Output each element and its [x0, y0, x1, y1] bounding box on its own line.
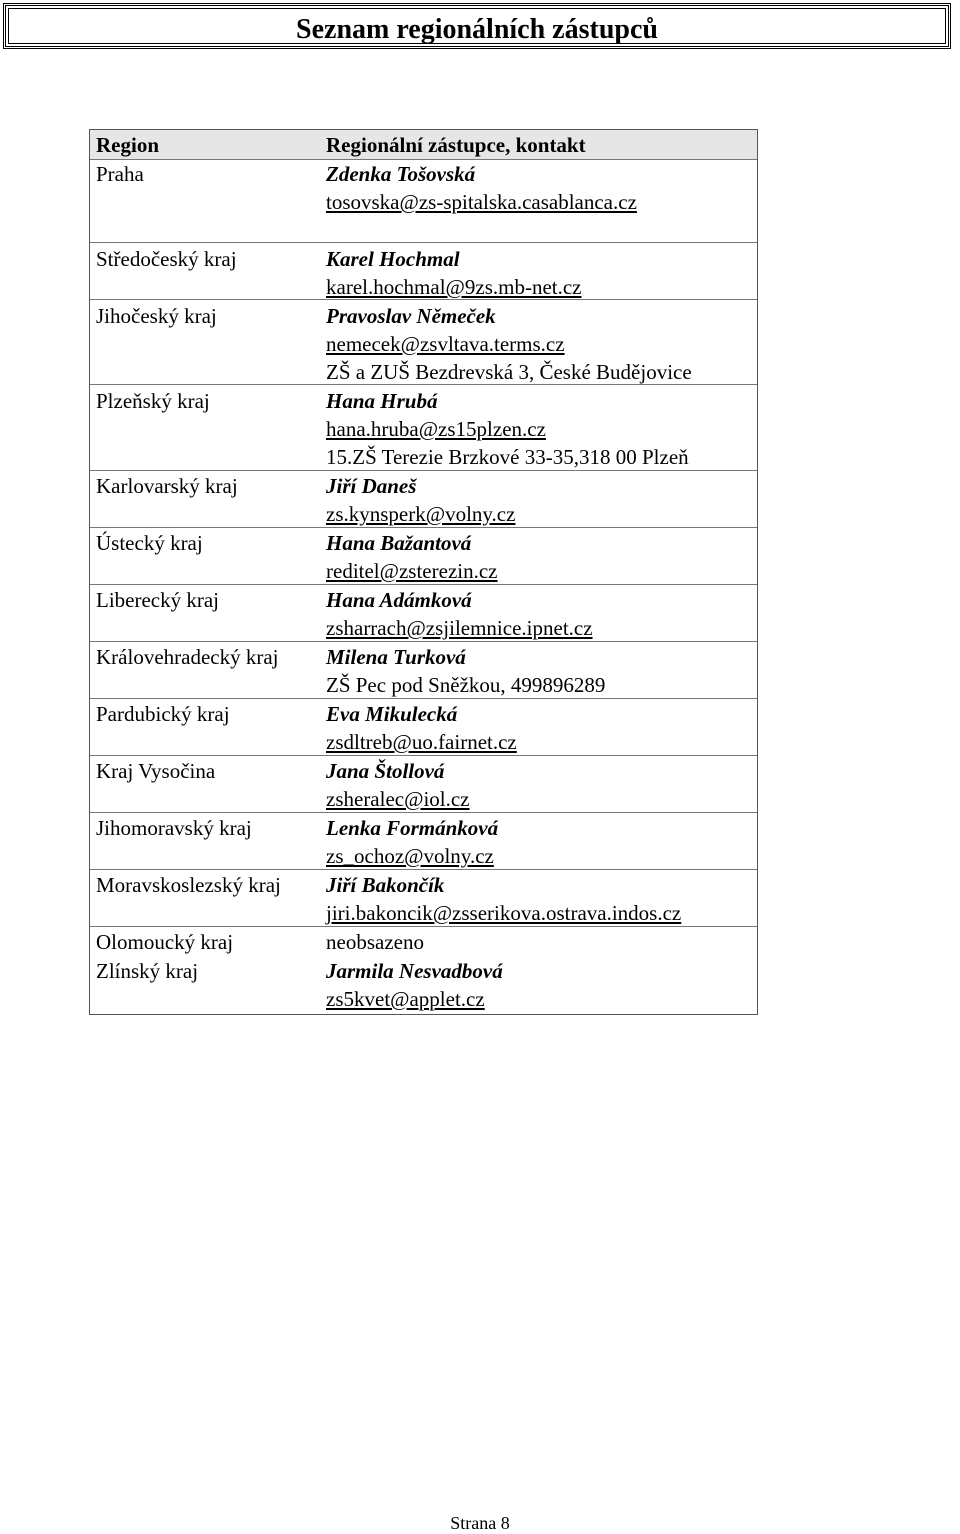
title-box: [3, 3, 951, 49]
region-label: Liberecký kraj: [96, 588, 220, 612]
representative-name: Jarmila Nesvadbová: [326, 959, 503, 983]
page-number: Strana 8: [450, 1513, 510, 1533]
header-region: Region: [96, 133, 159, 157]
representative-name: Jana Štollová: [326, 759, 445, 783]
address-text: ZŠ a ZUŠ Bezdrevská 3, České Budějovice: [326, 360, 692, 384]
region-label: Pardubický kraj: [96, 702, 230, 726]
representative-name: Pravoslav Němeček: [326, 304, 496, 328]
region-label: Karlovarský kraj: [96, 474, 238, 498]
representative-name: Lenka Formánková: [326, 816, 499, 840]
region-label: Jihomoravský kraj: [96, 816, 252, 840]
representative-name: neobsazeno: [326, 930, 424, 954]
page-title: Seznam regionálních zástupců: [296, 14, 658, 45]
representative-name: Eva Mikulecká: [326, 702, 458, 726]
representative-name: Karel Hochmal: [326, 247, 460, 271]
region-label: Ústecký kraj: [96, 531, 203, 555]
email-link[interactable]: reditel@zsterezin.cz: [326, 559, 498, 583]
region-label: Královehradecký kraj: [96, 645, 279, 669]
region-label: Plzeňský kraj: [96, 389, 210, 413]
address-text: ZŠ Pec pod Sněžkou, 499896289: [326, 673, 606, 697]
address-text: 15.ZŠ Terezie Brzkové 33-35,318 00 Plzeň: [326, 445, 689, 469]
region-label: Olomoucký kraj: [96, 930, 234, 954]
email-link[interactable]: tosovska@zs-spitalska.casablanca.cz: [326, 190, 637, 214]
email-link[interactable]: nemecek@zsvltava.terms.cz: [326, 332, 565, 356]
email-link[interactable]: jiri.bakoncik@zsserikova.ostrava.indos.cz: [326, 901, 682, 925]
representative-name: Zdenka Tošovská: [326, 162, 476, 186]
header-contact: Regionální zástupce, kontakt: [326, 133, 586, 157]
email-link[interactable]: zsheralec@iol.cz: [326, 787, 470, 811]
representative-name: Hana Adámková: [326, 588, 472, 612]
email-link[interactable]: hana.hruba@zs15plzen.cz: [326, 417, 546, 441]
region-label: Zlínský kraj: [96, 959, 199, 983]
region-label: Praha: [96, 162, 144, 186]
representative-name: Hana Hrubá: [326, 389, 438, 413]
email-link[interactable]: zsharrach@zsjilemnice.ipnet.cz: [326, 616, 593, 640]
email-link[interactable]: zs.kynsperk@volny.cz: [326, 502, 516, 526]
region-label: Kraj Vysočina: [96, 759, 216, 783]
representative-name: Jiří Daneš: [326, 474, 417, 498]
email-link[interactable]: zsdltreb@uo.fairnet.cz: [326, 730, 517, 754]
region-label: Středočeský kraj: [96, 247, 237, 271]
region-label: Moravskoslezský kraj: [96, 873, 281, 897]
representative-name: Hana Bažantová: [326, 531, 472, 555]
email-link[interactable]: zs5kvet@applet.cz: [326, 987, 485, 1011]
representative-name: Milena Turková: [326, 645, 466, 669]
row-divider: [90, 242, 757, 243]
region-label: Jihočeský kraj: [96, 304, 217, 328]
email-link[interactable]: karel.hochmal@9zs.mb-net.cz: [326, 275, 582, 299]
representative-name: Jiří Bakončík: [326, 873, 445, 897]
email-link[interactable]: zs_ochoz@volny.cz: [326, 844, 494, 868]
